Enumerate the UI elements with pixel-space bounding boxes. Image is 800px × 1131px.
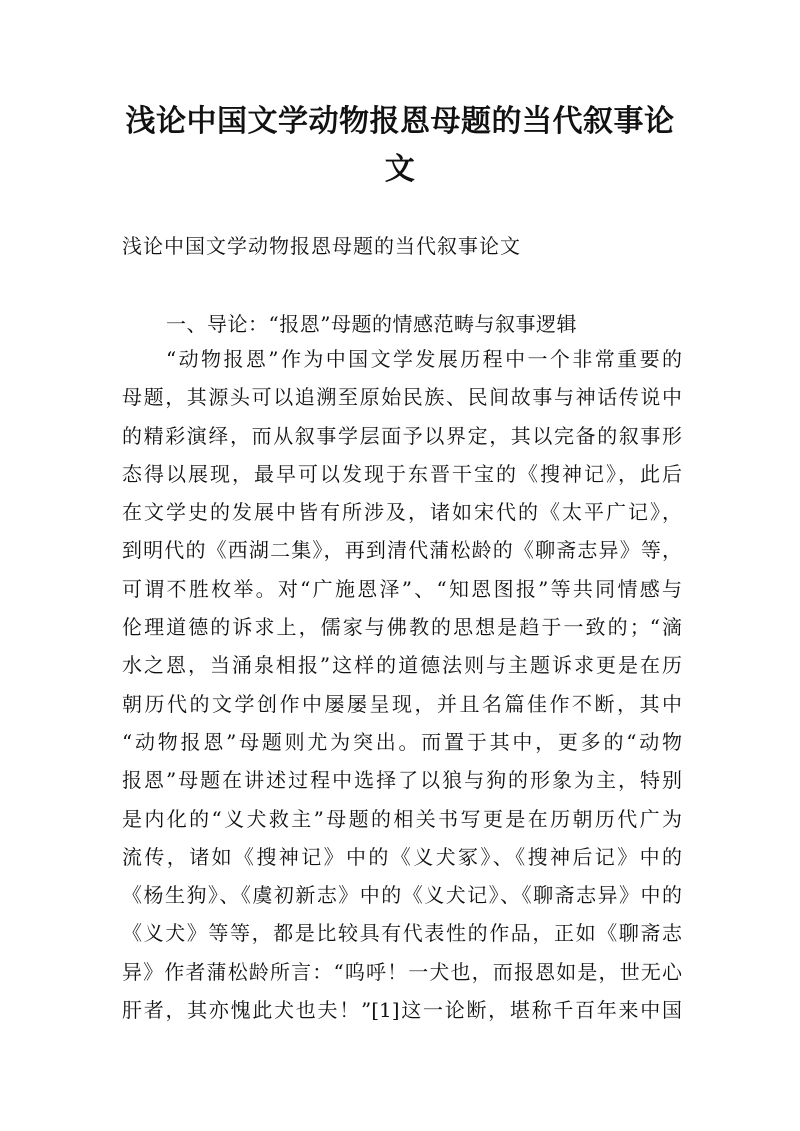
paragraph-line: 朝历代的文学创作中屡屡呈现，并且名篇佳作不断，其中 [122,691,682,716]
paragraph-line: “动物报恩”母题则尤为突出。而置于其中，更多的“动物 [122,729,682,754]
document-title [100,98,700,194]
paragraph-line: 流传，诸如《搜神记》中的《义犬冢》、《搜神后记》中的 [122,844,682,869]
paragraph-line: 报恩”母题在讲述过程中选择了以狼与狗的形象为主，特别 [122,768,682,793]
paragraph-line: 是内化的“义犬救主”母题的相关书写更是在历朝历代广为 [122,806,682,831]
paragraph-line: 母题，其源头可以追溯至原始民族、民间故事与神话传说中 [122,385,682,410]
paragraph-line: “动物报恩”作为中国文学发展历程中一个非常重要的 [166,347,682,371]
paragraph-line: 到明代的《西湖二集》，再到清代蒲松龄的《聊斋志异》等， [122,538,682,563]
paragraph-line: 《义犬》等等，都是比较具有代表性的作品，正如《聊斋志 [122,921,682,946]
paragraph-line: 水之恩，当涌泉相报”这样的道德法则与主题诉求更是在历 [122,653,682,678]
document-subtitle: 浅论中国文学动物报恩母题的当代叙事论文 [122,234,521,258]
paragraph-line: 伦理道德的诉求上，儒家与佛教的思想是趋于一致的；“滴 [122,615,682,640]
paragraph-line: 肝者，其亦愧此犬也夫！”[1]这一论断，堪称千百年来中国 [122,998,682,1023]
paragraph-line: 在文学史的发展中皆有所涉及，诸如宋代的《太平广记》， [122,500,682,525]
paragraph-line: 的精彩演绎，而从叙事学层面予以界定，其以完备的叙事形 [122,423,682,448]
paragraph-line: 异》作者蒲松龄所言：“呜呼！一犬也，而报恩如是，世无心 [122,959,682,984]
section-heading: 一、导论：“报恩”母题的情感范畴与叙事逻辑 [166,312,577,336]
paragraph-line: 态得以展现，最早可以发现于东晋干宝的《搜神记》，此后 [122,461,682,486]
paragraph-line: 可谓不胜枚举。对“广施恩泽”、“知恩图报”等共同情感与 [122,576,682,601]
paragraph-line: 《杨生狗》、《虞初新志》中的《义犬记》、《聊斋志异》中的 [122,883,682,908]
document-title-line-2: 文 [384,152,416,187]
document-title-line-1: 浅论中国文学动物报恩母题的当代叙事论 [125,104,675,139]
body-paragraph [122,340,682,1029]
